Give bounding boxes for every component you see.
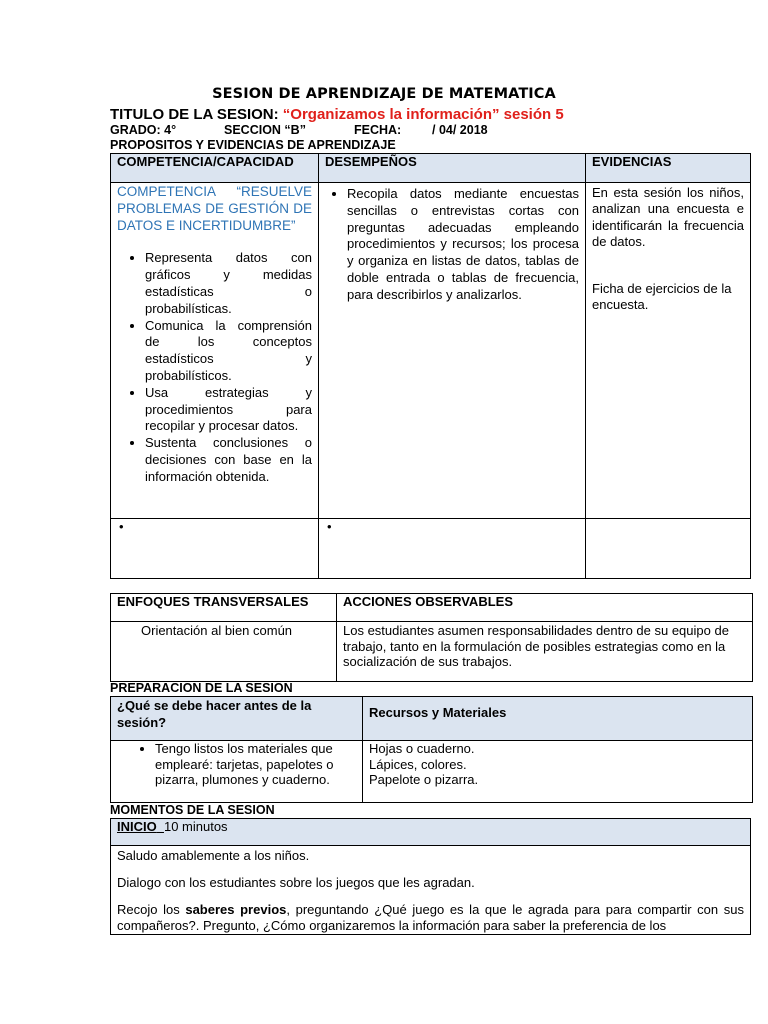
propositos-heading: PROPOSITOS Y EVIDENCIAS DE APRENDIZAJE [110,138,396,152]
recursos-cell [363,741,753,803]
saberes-previos-bold: saberes previos [185,902,287,917]
empty-bullet-cell: • [111,519,319,579]
momentos-table [110,818,751,935]
empty-bullet-cell: • [319,519,586,579]
fecha-label: FECHA: [354,123,402,137]
evidencia-text: En esta sesión los niños, analizan una encuesta e identificarán la frecuencia de datos. [592,185,744,249]
evidencia-text: Ficha de ejercicios de la encuesta. [592,281,732,313]
header-evidencias: EVIDENCIAS [586,154,751,183]
recurso-item: Lápices, colores. [369,756,467,772]
list-item: • Representa datos con gráficos y medidas estadísticas o probabilísticas. [145,250,312,317]
inicio-duration: 10 minutos [163,819,228,834]
session-title-line [110,106,564,123]
competencia-title: COMPETENCIA “RESUELVE PROBLEMAS DE GESTIÓN DE DATOS E INCERTIDUMBRE” [117,184,312,233]
recurso-item: Hojas o cuaderno. [369,741,475,756]
header-acciones: ACCIONES OBSERVABLES [337,594,753,622]
header-recursos: Recursos y Materiales [363,697,753,741]
inicio-line: Saludo amablemente a los niños. [117,848,310,863]
list-item: • Recopila datos mediante encuestas sencillas o entrevistas cortas con preguntas adecuadas empleando procedimientos y recursos; los procesa y organiza en listas de datos, tablas de doble entrada o tablas de frecuencia, para describirlos y analizarlos. [347,186,579,304]
header-competencia: COMPETENCIA/CAPACIDAD [111,154,319,183]
fecha-value: / 04/ 2018 [432,123,488,137]
session-title-label: TITULO DE LA SESION: [110,106,283,123]
seccion-label: SECCION “B” [224,123,306,137]
inicio-header [111,819,751,846]
list-item: • Sustenta conclusiones o decisiones con base en la información obtenida. [145,435,312,485]
competencias-table [110,153,751,579]
preparacion-table [110,696,753,803]
header-desempenos: DESEMPEÑOS [319,154,586,183]
momentos-heading: MOMENTOS DE LA SESION [110,803,275,817]
document-title: SESION DE APRENDIZAJE DE MATEMATICA [212,86,556,102]
desempenos-cell [319,183,586,519]
inicio-label: INICIO [117,819,157,834]
grado-label: GRADO: 4° [110,123,177,137]
antes-cell [111,741,363,803]
enfoques-table [110,593,753,682]
empty-cell [586,519,751,579]
evidencias-cell [586,183,751,519]
preparacion-heading: PREPARACION DE LA SESION [110,681,293,695]
session-title-value: “Organizamos la información” sesión 5 [282,106,564,123]
session-meta [110,123,488,137]
antes-list [117,741,356,788]
recurso-item: Papelote o pizarra. [369,772,479,787]
inicio-line: Dialogo con los estudiantes sobre los juegos que les agradan. [117,875,475,890]
header-antes: ¿Qué se debe hacer antes de la sesión? [111,697,363,741]
capacidades-list [117,250,312,485]
desempenos-list [325,186,579,304]
inicio-body [111,846,751,935]
saberes-previos-text [117,902,744,934]
list-item: • Comunica la comprensión de los conceptos estadísticos y probabilísticos. [145,318,312,385]
competencia-cell [111,183,319,519]
list-item: • Tengo listos los materiales que emplearé: tarjetas, papelotes o pizarra, plumones y cuaderno. [155,741,356,788]
header-enfoques: ENFOQUES TRANSVERSALES [111,594,337,622]
list-item: • Usa estrategias y procedimientos para recopilar y procesar datos. [145,385,312,435]
recojo-post: , preguntando ¿Qué juego es la que le agrada para para compartir con sus compañeros?. Pregunto, ¿Cómo organizaremos la información para saber la preferencia de los [117,902,744,933]
enfoque-value: Orientación al bien común [111,622,337,682]
recojo-pre: Recojo los [117,902,186,917]
acciones-value: Los estudiantes asumen responsabilidades dentro de su equipo de trabajo, tanto en la formulación de posibles estrategias como en la socialización de sus trabajos. [337,622,753,682]
